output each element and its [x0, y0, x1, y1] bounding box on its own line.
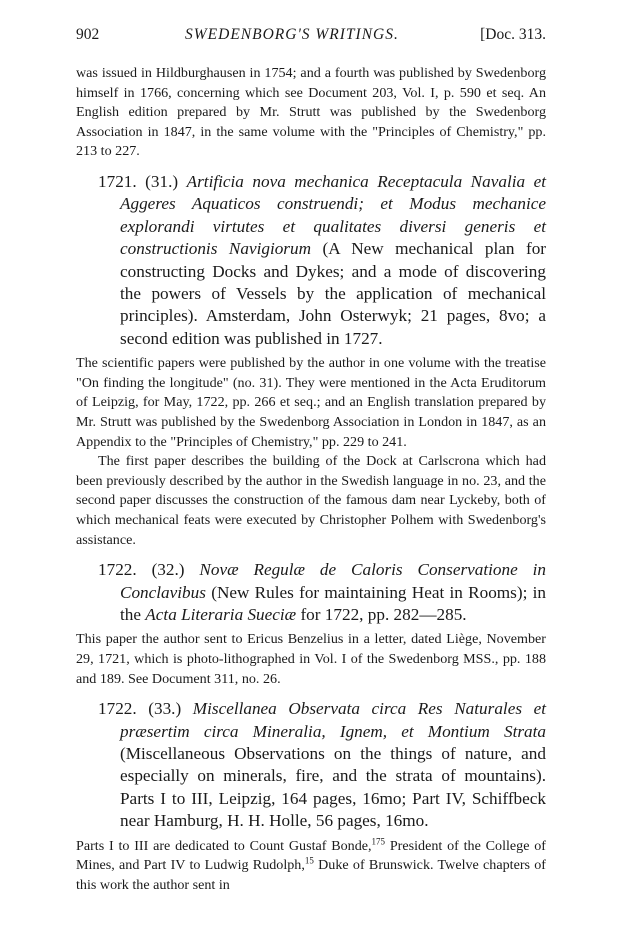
entry-number: 1722. (33.) [98, 699, 182, 719]
final-paragraph [76, 837, 546, 896]
publication-info: for 1722, pp. 282—285. [300, 604, 467, 624]
publication-title: Acta Literaria Sueciæ [145, 604, 297, 624]
latin-title: Novæ Regulæ de Caloris Conservatione in Conclavibus [120, 560, 547, 602]
entry-1721 [98, 171, 546, 350]
page-number: 902 [76, 26, 100, 43]
text-segment: Duke of Brunswick. Twelve chapters of this work the author sent in [76, 857, 547, 893]
entry-number: 1721. (31.) [98, 171, 179, 191]
english-title: (A New mechanical plan for constructing Docks and Dykes; and a mode of discovering the powers of Vessels by the application of mechanical principles). [120, 239, 547, 326]
latin-title: Artificia nova mechanica Receptacula Navalia et Aggeres Aquaticos construendi; et Modus mechanice explorandi virtutes et qualitates diversi generis et constructionis Navigiorum [120, 171, 546, 259]
running-title: SWEDENBORG'S WRITINGS. [185, 26, 399, 43]
footnote-marker: 15 [304, 855, 314, 866]
page-body [76, 64, 546, 895]
entry-number: 1722. (32.) [98, 560, 185, 580]
page-header [76, 22, 546, 48]
latin-title: Miscellanea Observata circa Res Naturales et præsertim circa Mineralia, Ignem, et Montium Strata [120, 699, 546, 741]
publication-info: Amsterdam, John Osterwyk; 21 pages, 8vo; a second edition was published in 1727. [120, 306, 546, 348]
footnote-marker: 175 [371, 835, 386, 846]
body-paragraph: The scientific papers were published by the author in one volume with the treatise "On finding the longitude" (no. 31). They were mentioned in the Acta Eruditorum of Leipzig, for May, 1722, pp. 266 et seq.; and an English translation prepared by Mr. Strutt was published by the Swedenborg Association in London in 1847, as an Appendix to the "Principles of Chemistry," pp. 229 to 241. [76, 355, 546, 450]
publication-prefix: in the [120, 582, 547, 624]
entry-1722-32 [98, 559, 546, 626]
entry-1722-33 [98, 698, 546, 832]
intro-paragraph: was issued in Hildburghausen in 1754; and a fourth was published by Swedenborg himself in 1766, concerning which see Document 203, Vol. I, p. 590 et seq. An English edition prepared by Mr. Strutt was published by the Swedenborg Association in 1847, in the same volume with the "Principles of Chemistry," pp. 213 to 227. [76, 65, 546, 160]
body-paragraph: This paper the author sent to Ericus Benzelius in a letter, dated Liège, November 29, 1721, which is photo-lithographed in Vol. I of the Swedenborg MSS., pp. 188 and 189. See Document 311, no. 26. [76, 631, 546, 687]
body-paragraph: The first paper describes the building of the Dock at Carlscrona which had been previously described by the author in the Swedish language in no. 23, and the second paper discusses the construction of the famous dam near Lyckeby, both of which mechanical feats were executed by Christopher Polhem with Swedenborg's assistance. [76, 453, 546, 548]
publication-info: Parts I to III, Leipzig, 164 pages, 16mo; Part IV, Schiffbeck near Hamburg, H. H. Holle, 56 pages, 16mo. [120, 788, 546, 831]
text-segment: Parts I to III are dedicated to Count Gustaf Bonde, [76, 837, 372, 854]
english-title: (Miscellaneous Observations on the things of nature, and especially on minerals, fire, and the strata of mountains). [120, 743, 546, 786]
text-segment: President of the College of Mines, and Part IV to Ludwig Rudolph, [76, 837, 546, 874]
document-reference: [Doc. 313. [480, 26, 546, 43]
english-title: (New Rules for maintaining Heat in Rooms); [211, 582, 528, 602]
